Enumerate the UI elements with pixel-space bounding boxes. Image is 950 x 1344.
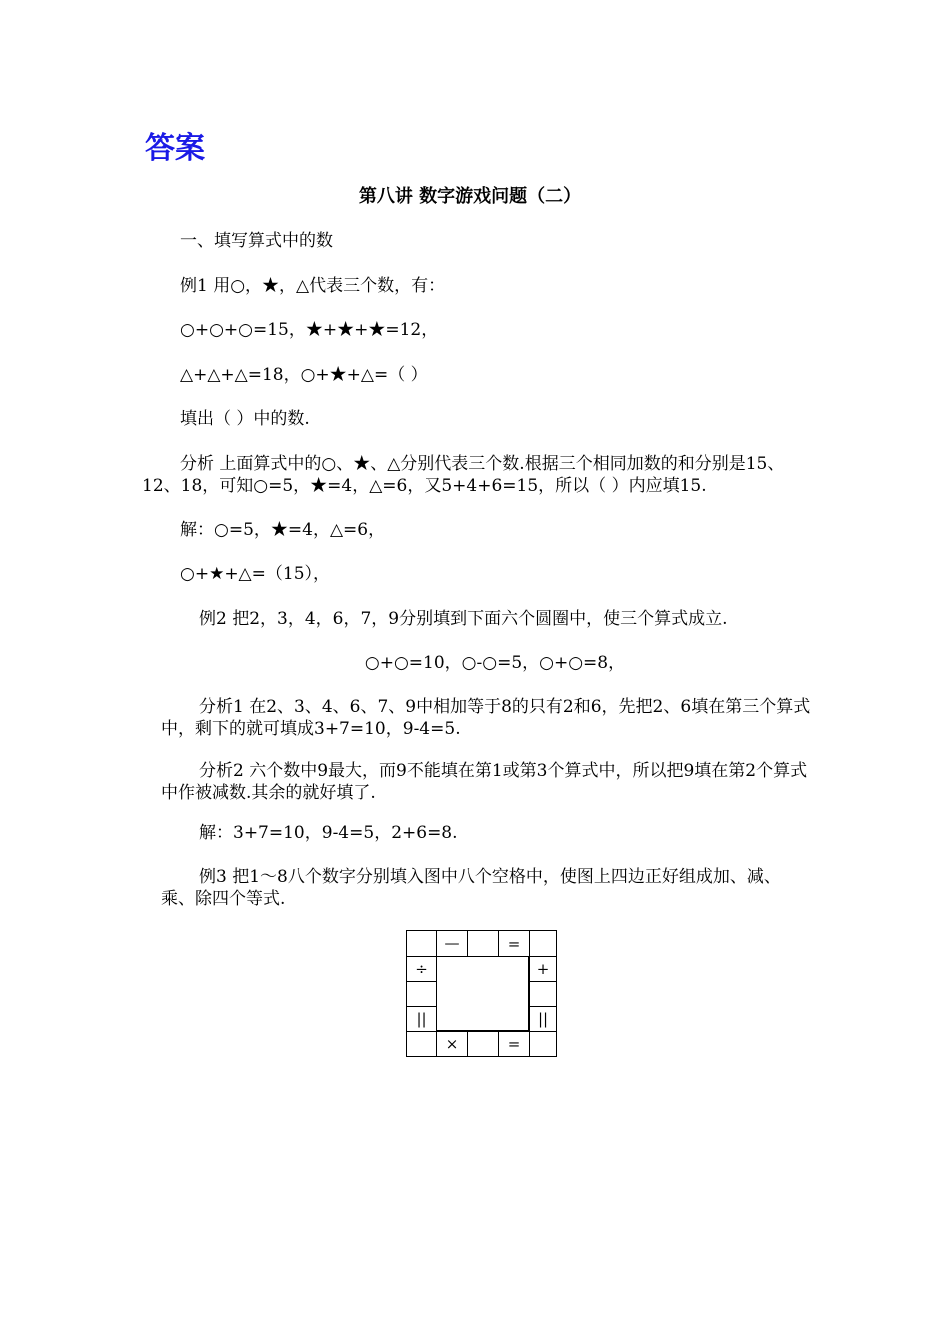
example1-solution-1: 解：○=5，★=4，△=6，	[180, 520, 386, 540]
grid-inner-area	[436, 956, 529, 1031]
grid-equals-sign: =	[498, 930, 530, 957]
example2-analysis-2: 分析2 六个数中9最大，而9不能填在第1或第3个算式中，所以把9填在第2个算式中作被减数.其余的就好填了.	[161, 761, 808, 803]
example2-solution: 解：3+7=10，9-4=5，2+6=8.	[199, 823, 458, 843]
example1-equation-1: ○+○+○=15，★+★+★=12，	[180, 320, 439, 340]
example2-equations: ○+○=10，○-○=5，○+○=8，	[364, 653, 626, 673]
example1-intro: 例1 用○，★，△代表三个数，有：	[180, 276, 446, 296]
answer-heading: 答案	[145, 131, 205, 166]
grid-blank-cell	[406, 1031, 437, 1057]
example2-analysis-1: 分析1 在2、3、4、6、7、9中相加等于8的只有2和6，先把2、6填在第三个算式中，剩下的就可填成3+7=10，9-4=5.	[161, 697, 811, 739]
puzzle-grid	[406, 930, 557, 1057]
grid-plus-sign: +	[529, 956, 557, 982]
grid-blank-cell	[467, 930, 499, 957]
lecture-title: 第八讲 数字游戏问题（二）	[358, 186, 582, 207]
example1-analysis: 分析 上面算式中的○、★、△分别代表三个数.根据三个相同加数的和分别是15、12、18，可知○=5，★=4，△=6，又5+4+6=15，所以（ ）内应填15.	[142, 454, 785, 496]
grid-blank-cell	[529, 930, 557, 957]
example1-equation-2: △+△+△=18，○+★+△=（ ）	[180, 365, 428, 385]
grid-equals-sign-vertical: ||	[406, 1006, 437, 1032]
grid-blank-cell	[406, 930, 437, 957]
grid-blank-cell	[529, 1031, 557, 1057]
grid-equals-sign: =	[498, 1031, 530, 1057]
example1-solution-2: ○+★+△=（15），	[180, 564, 331, 584]
grid-divide-sign: ÷	[406, 956, 437, 982]
grid-blank-cell	[529, 981, 557, 1007]
grid-blank-cell	[406, 981, 437, 1007]
grid-blank-cell	[467, 1031, 499, 1057]
example1-fill: 填出（ ）中的数.	[180, 409, 310, 429]
section-heading: 一、填写算式中的数	[180, 231, 333, 251]
grid-minus-sign: —	[436, 930, 468, 957]
example2-intro: 例2 把2，3，4，6，7，9分别填到下面六个圆圈中，使三个算式成立.	[199, 609, 728, 629]
grid-times-sign: ×	[436, 1031, 468, 1057]
grid-equals-sign-vertical: ||	[529, 1006, 557, 1032]
example3-intro: 例3 把1～8八个数字分别填入图中八个空格中，使图上四边正好组成加、减、乘、除四个等式.	[161, 867, 781, 909]
